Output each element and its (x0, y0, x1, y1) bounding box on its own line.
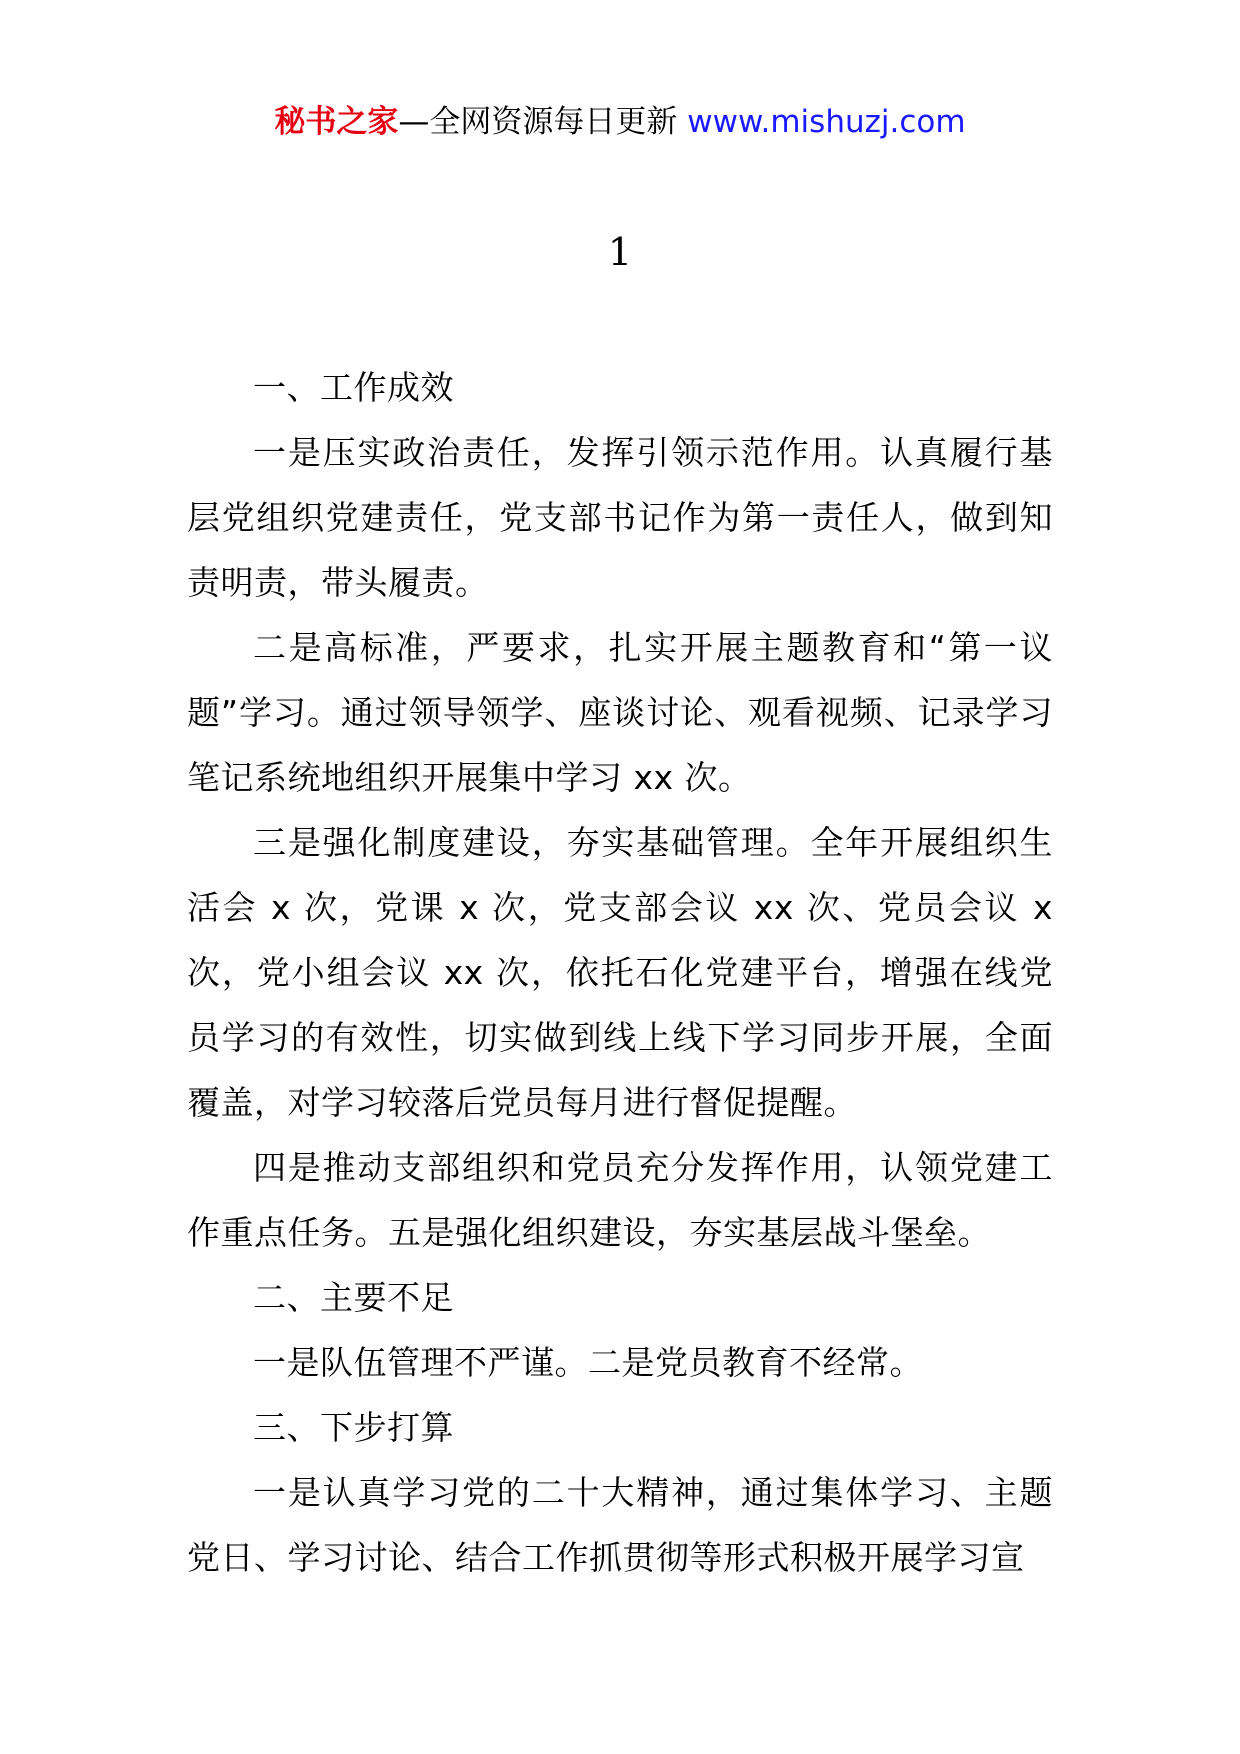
page-number: 1 (607, 230, 633, 274)
site-url: www.mishuzj.com (687, 104, 966, 140)
site-brand: 秘书之家 (274, 104, 399, 140)
section-heading-shortcomings: 二、主要不足 (253, 1278, 454, 1317)
paragraph: 二是高标准，严要求，扎实开展主题教育和“第一议题”学习。通过领导领学、座谈讨论、观看视频、记录学习笔记系统地组织开展集中学习 xx 次。 (187, 628, 1053, 797)
document-body (187, 355, 1053, 1590)
section-heading-next-steps: 三、下步打算 (253, 1408, 454, 1447)
site-header (0, 100, 1240, 144)
section-heading-achievements: 一、工作成效 (253, 368, 454, 407)
paragraph: 一是认真学习党的二十大精神，通过集体学习、主题党日、学习讨论、结合工作抓贯彻等形式积极开展学习宣 (187, 1473, 1053, 1577)
paragraph: 四是推动支部组织和党员充分发挥作用，认领党建工作重点任务。五是强化组织建设，夯实基层战斗堡垒。 (187, 1148, 1053, 1252)
paragraph: 三是强化制度建设，夯实基础管理。全年开展组织生活会 x 次，党课 x 次，党支部会议 xx 次、党员会议 x 次，党小组会议 xx 次，依托石化党建平台，增强在线党员学习的有效性，切实做到线上线下学习同步开展，全面覆盖，对学习较落后党员每月进行督促提醒。 (187, 823, 1053, 1122)
paragraph: 一是压实政治责任，发挥引领示范作用。认真履行基层党组织党建责任，党支部书记作为第一责任人，做到知责明责，带头履责。 (187, 433, 1053, 602)
paragraph: 一是队伍管理不严谨。二是党员教育不经常。 (253, 1343, 923, 1382)
site-slogan: —全网资源每日更新 (398, 104, 688, 140)
